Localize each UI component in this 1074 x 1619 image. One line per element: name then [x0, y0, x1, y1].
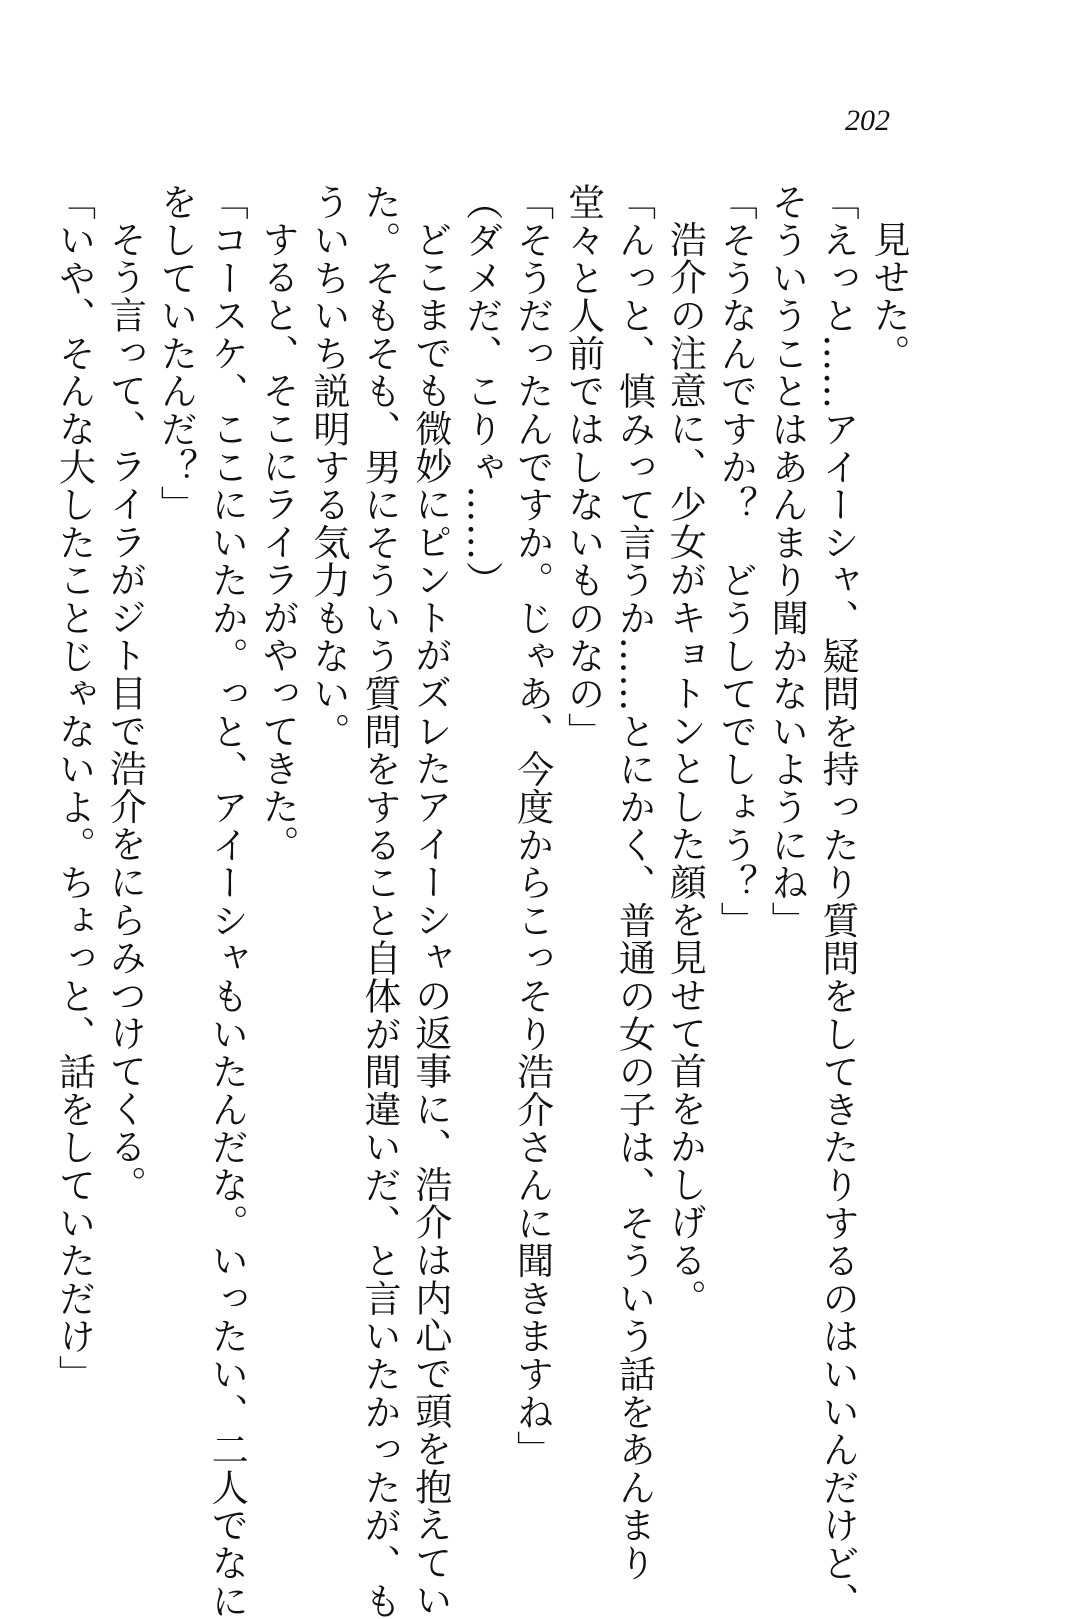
text-line: をしていたんだ？」	[154, 183, 199, 524]
text-line: 浩介の注意に、少女がキョトンとした顔を見せて首をかしげる。	[663, 220, 708, 1317]
text-line: 「そうなんですか？ どうしてでしょう？」	[714, 183, 759, 939]
text-line: 「コースケ、ここにいたか。っと、アイーシャもいたんだな。いったい、二人でなに	[205, 183, 250, 1619]
page-number: 202	[845, 104, 890, 137]
text-line: 「そうだったんですか。じゃあ、今度からこっそり浩介さんに聞きますね」	[510, 183, 555, 1469]
text-line: ういちいち説明する気力もない。	[307, 183, 352, 750]
text-line: すると、そこにライラがやってきた。	[256, 220, 301, 863]
text-line: 堂々と人前ではしないものなの」	[561, 183, 606, 750]
text-line: 「えっと……アイーシャ、疑問を持ったり質問をしてきたりするのはいいんだけど、	[816, 183, 861, 1619]
text-line: どこまでも微妙にピントがズレたアイーシャの返事に、浩介は内心で頭を抱えてい	[408, 220, 453, 1619]
body-text	[49, 183, 914, 1619]
text-line: 「んっと、慎みって言うか……とにかく、普通の女の子は、そういう話をあんまり	[612, 183, 657, 1582]
text-line: （ダメだ、こりゃ……）	[459, 183, 504, 599]
text-line: 見せた。	[867, 220, 911, 372]
text-line: そう言って、ライラがジト目で浩介をにらみつけてくる。	[103, 220, 148, 1203]
text-line: そういうことはあんまり聞かないようにね」	[765, 183, 810, 939]
text-line: 「いや、そんな大したことじゃないよ。ちょっと、話をしていただけ」	[52, 183, 97, 1393]
text-line: た。そもそも、男にそういう質問をすること自体が間違いだ、と言いたかったが、も	[357, 183, 402, 1619]
